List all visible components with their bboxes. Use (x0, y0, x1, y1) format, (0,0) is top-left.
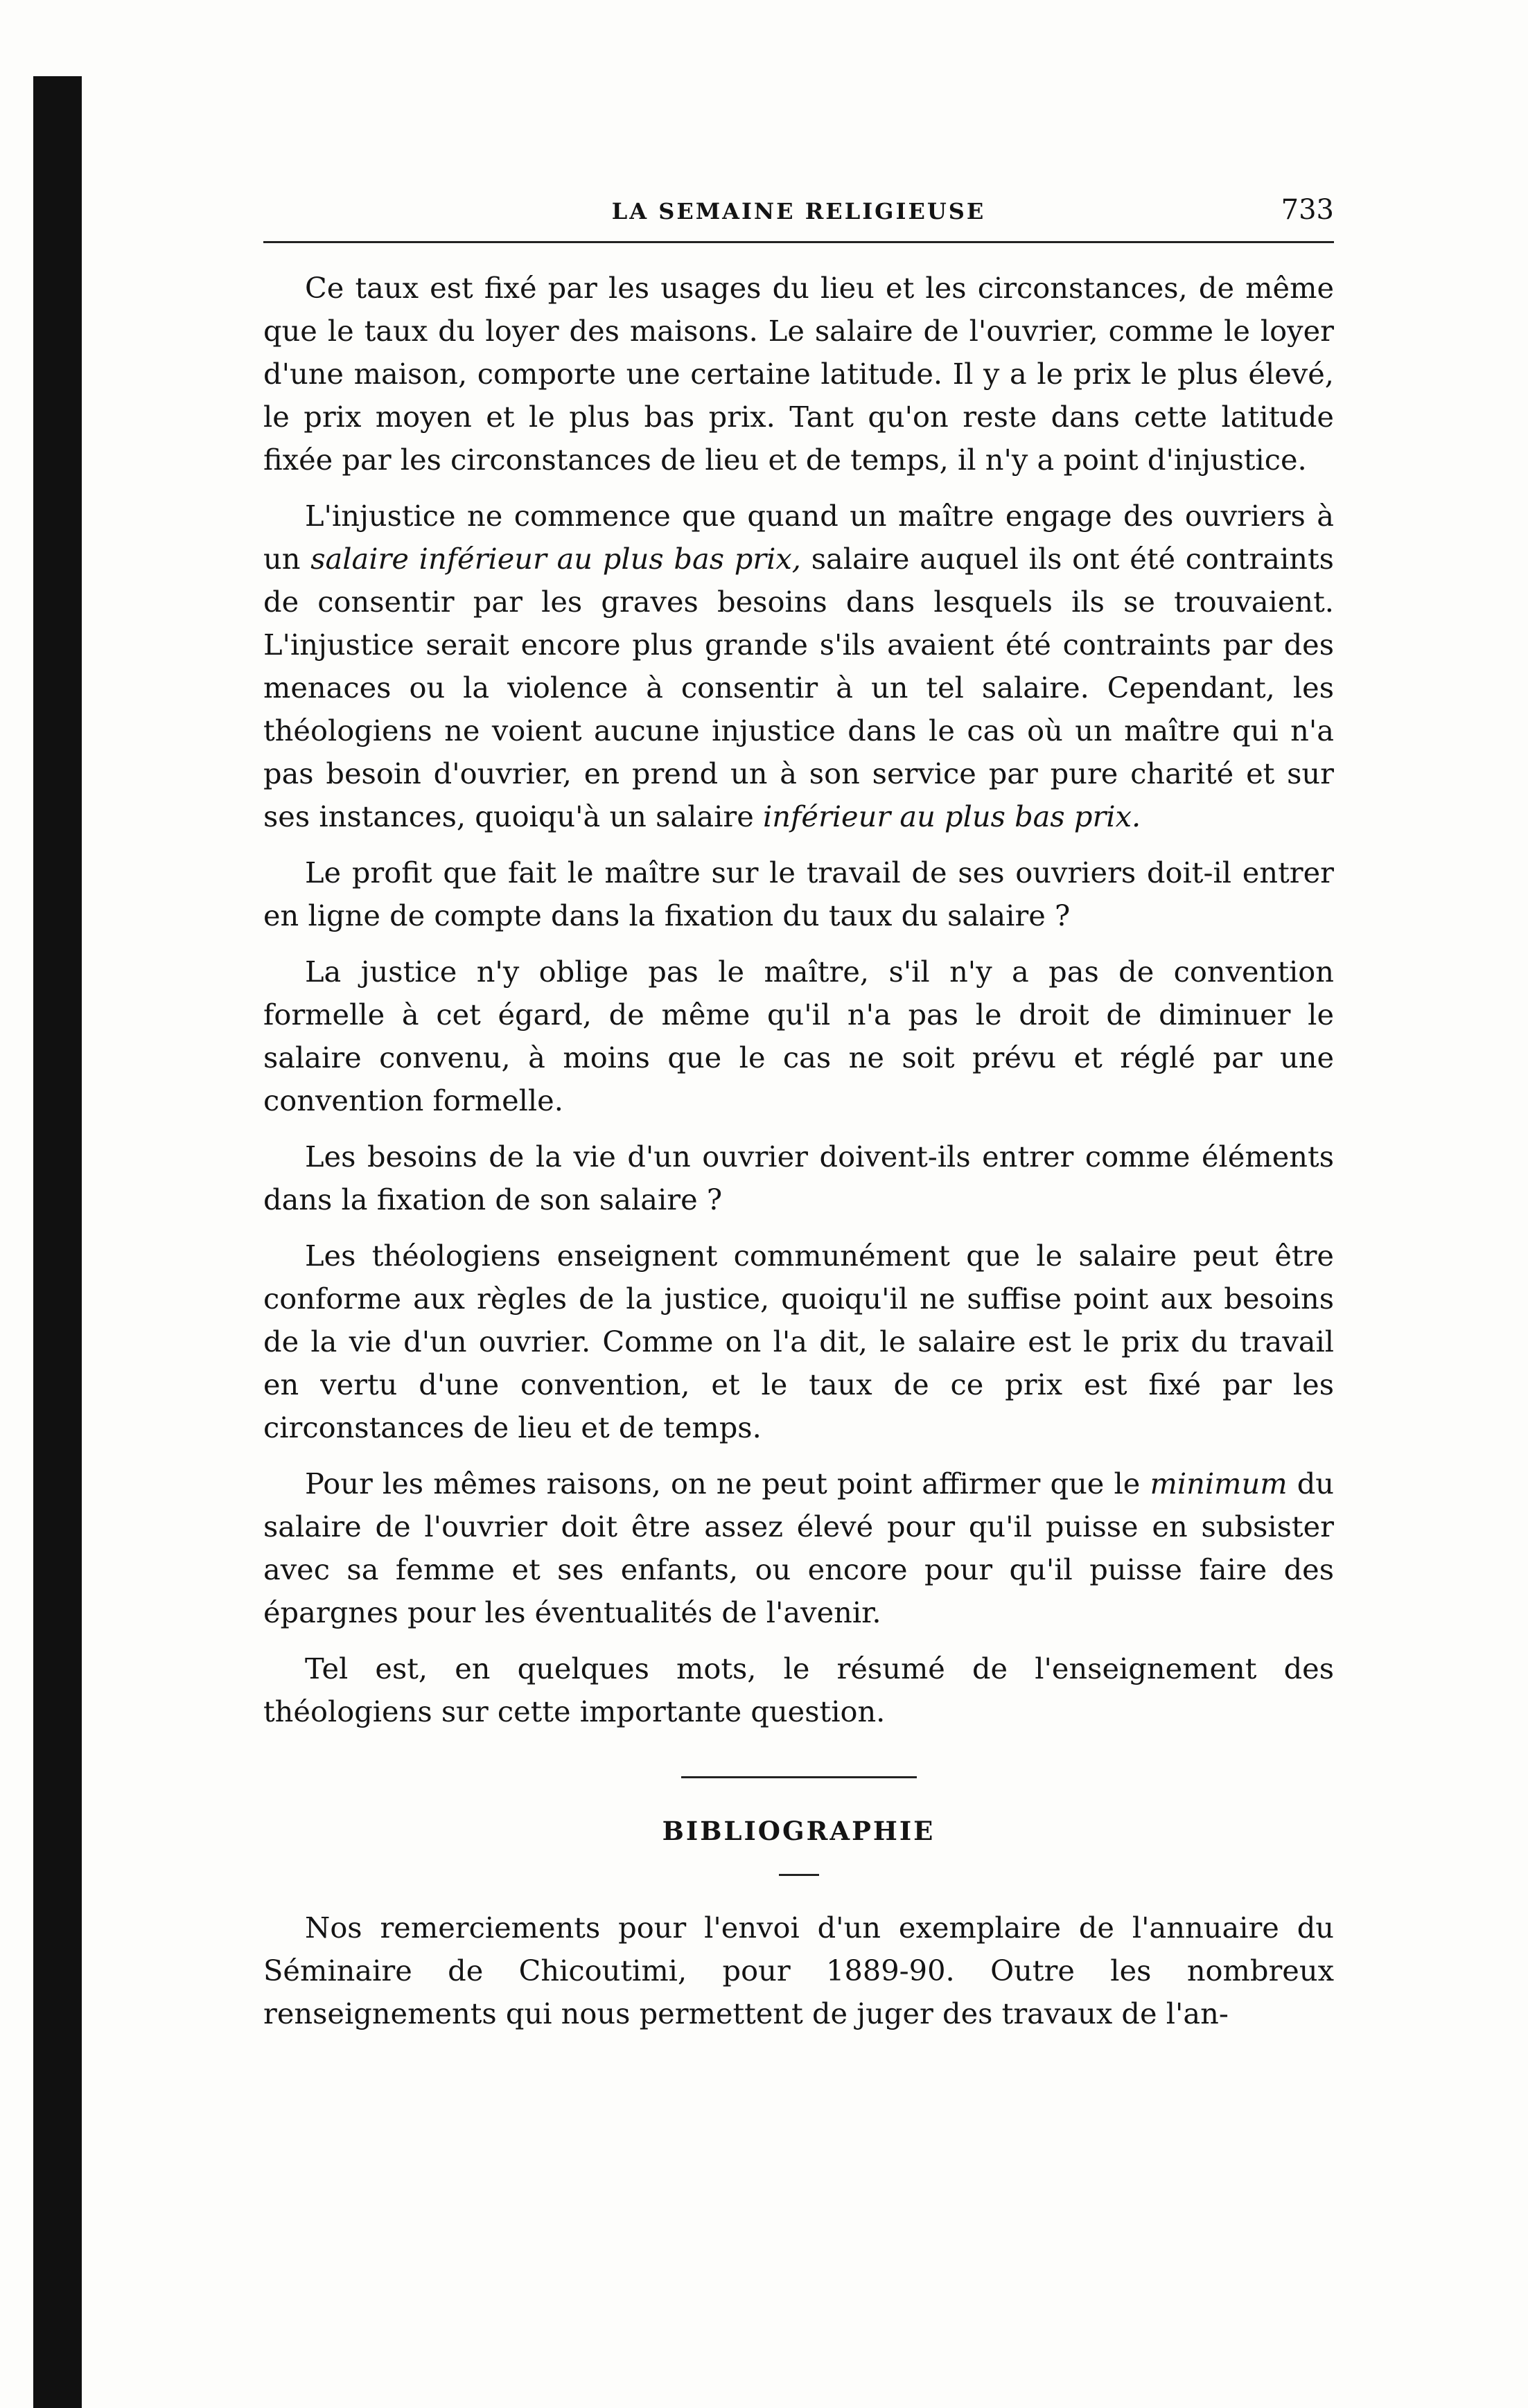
paragraph-3: Le profit que fait le maître sur le travail de ses ouvriers doit-il entrer en ligne de compte dans la fixation du taux du salaire ? (263, 856, 1334, 932)
paragraph-4: La justice n'y oblige pas le maître, s'il n'y a pas de convention formelle à cet égard, de même qu'il n'a pas le droit de diminuer le salaire convenu, à moins que le cas ne soit prévu et réglé par une convention formelle. (263, 955, 1334, 1117)
paragraph-5: Les besoins de la vie d'un ouvrier doivent-ils entrer comme éléments dans la fixation de son salaire ? (263, 1140, 1334, 1216)
paragraph-2-italic-a: salaire inférieur au plus bas prix, (310, 542, 801, 576)
paragraph-6: Les théologiens enseignent communément que le salaire peut être conforme aux règles de la justice, quoiqu'il ne suffise point aux besoins de la vie d'un ouvrier. Comme on l'a dit, le salaire est le prix du travail en vertu d'une convention, et le taux de ce prix est fixé par les circonstances de lieu et de temps. (263, 1239, 1334, 1444)
page (263, 186, 1334, 2048)
page-number: 733 (1281, 194, 1334, 226)
paragraph-7-italic: minimum (1150, 1467, 1288, 1500)
paragraph-2-text-b: salaire auquel ils ont été contraints de consentir par les graves besoins dans lesquels ils se trouvaient. L'injustice serait encore plus grande s'ils avaient été contraints par des menaces ou la violence à consentir à un tel salaire. Cependant, les théologiens ne voient aucune injustice dans le cas où un maître qui n'a pas besoin d'ouvrier, en prend un à son service par pure charité et sur ses instances, quoiqu'à un salaire (263, 542, 1334, 833)
paragraph-2 (263, 495, 1334, 838)
paragraph-8: Tel est, en quelques mots, le résumé de l'enseignement des théologiens sur cette importante question. (263, 1652, 1334, 1728)
scan-binding-edge (33, 76, 82, 2408)
paragraph-7-text-a: Pour les mêmes raisons, on ne peut point affirmer que le (305, 1467, 1150, 1500)
running-header (263, 186, 1334, 241)
paragraph-7-text-b: du salaire de l'ouvrier doit être assez élevé pour qu'il puisse en subsister avec sa femme et ses enfants, ou encore pour qu'il puisse faire des épargnes pour les éventualités de l'avenir. (263, 1467, 1334, 1629)
running-title: LA SEMAINE RELIGIEUSE (611, 198, 986, 224)
title-dash (779, 1874, 819, 1876)
section-divider (681, 1776, 917, 1778)
paragraph-7 (263, 1462, 1334, 1634)
header-rule (263, 241, 1334, 243)
paragraph-2-italic-b: inférieur au plus bas prix. (763, 799, 1141, 833)
paragraph-2-text-a: L'injustice ne commence que quand un maître engage des ouvriers à un (263, 499, 1334, 576)
bibliography-paragraph: Nos remerciements pour l'envoi d'un exemplaire de l'annuaire du Séminaire de Chicoutimi, pour 1889-90. Outre les nombreux renseignements qui nous permettent de juger des travaux de l'an- (263, 1911, 1334, 2030)
paragraph-1: Ce taux est fixé par les usages du lieu et les circonstances, de même que le taux du loyer des maisons. Le salaire de l'ouvrier, comme le loyer d'une maison, comporte une certaine latitude. Il y a le prix le plus élevé, le prix moyen et le plus bas prix. Tant qu'on reste dans cette latitude fixée par les circonstances de lieu et de temps, il n'y a point d'injustice. (263, 271, 1334, 477)
section-title-bibliographie: BIBLIOGRAPHIE (662, 1816, 936, 1846)
